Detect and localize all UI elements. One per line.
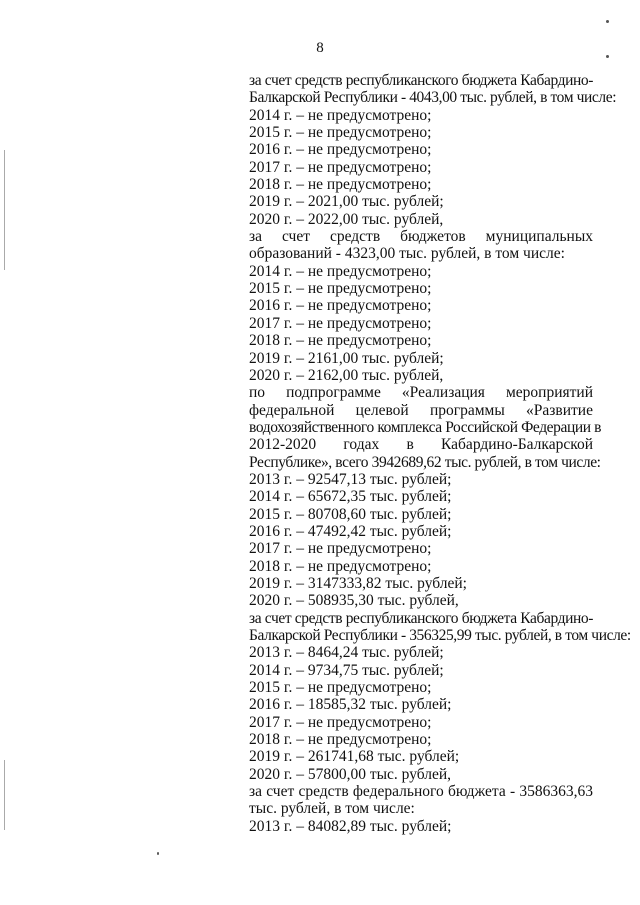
text-line: 2014 г. – 65672,35 тыс. рублей; <box>249 488 452 506</box>
text-line: Балкарской Республики - 4043,00 тыс. рублей, в том числе: <box>249 89 617 107</box>
text-line: 2018 г. – не предусмотрено; <box>249 176 432 194</box>
text-line: 2017 г. – не предусмотрено; <box>249 158 432 176</box>
text-line: 2016 г. – 47492,42 тыс. рублей; <box>249 522 452 540</box>
text-line: 2019 г. – 2161,00 тыс. рублей; <box>249 349 444 367</box>
text-line: 2015 г. – 80708,60 тыс. рублей; <box>249 505 452 523</box>
text-line: 2013 г. – 8464,24 тыс. рублей; <box>249 644 444 662</box>
text-line: 2018 г. – не предусмотрено; <box>249 557 432 575</box>
text-line: 2015 г. – не предусмотрено; <box>249 679 432 697</box>
text-column <box>249 72 631 835</box>
text-line: 2016 г. – 18585,32 тыс. рублей; <box>249 696 452 714</box>
scan-edge-mark <box>4 150 5 270</box>
scan-speck <box>606 20 609 23</box>
text-line: 2018 г. – не предусмотрено; <box>249 731 432 749</box>
text-line: 2014 г. – не предусмотрено; <box>249 106 432 124</box>
text-line: 2019 г. – 261741,68 тыс. рублей; <box>249 748 460 766</box>
text-line: 2014 г. – 9734,75 тыс. рублей; <box>249 661 444 679</box>
text-line: 2012-2020 годах в Кабардино-Балкарской <box>249 436 593 454</box>
text-line: 2020 г. – 2162,00 тыс. рублей, <box>249 366 444 384</box>
text-line: 2020 г. – 508935,30 тыс. рублей, <box>249 592 459 610</box>
text-line: Республике», всего 3942689,62 тыс. рублей, в том числе: <box>249 453 601 471</box>
text-line: 2020 г. – 57800,00 тыс. рублей, <box>249 765 452 783</box>
text-line: 2016 г. – не предусмотрено; <box>249 141 432 159</box>
scan-speck <box>157 852 159 855</box>
scan-edge-mark <box>4 760 5 830</box>
text-line: образований - 4323,00 тыс. рублей, в том числе: <box>249 245 565 263</box>
text-line: за счет средств федерального бюджета - 3586363,63 <box>249 783 593 801</box>
text-line: Балкарской Республики - 356325,99 тыс. рублей, в том числе: <box>249 627 631 644</box>
text-line: тыс. рублей, в том числе: <box>249 800 415 818</box>
page-number: 8 <box>316 40 324 56</box>
text-line: 2015 г. – не предусмотрено; <box>249 124 432 142</box>
text-line: федеральной целевой программы «Развитие <box>249 401 593 419</box>
text-line: за счет средств бюджетов муниципальных <box>249 228 593 246</box>
text-line: за счет средств республиканского бюджета Кабардино- <box>249 609 593 627</box>
scan-speck <box>606 55 609 58</box>
text-line: 2015 г. – не предусмотрено; <box>249 280 432 298</box>
text-line: 2017 г. – не предусмотрено; <box>249 314 432 332</box>
text-line: 2014 г. – не предусмотрено; <box>249 262 432 280</box>
text-line: 2019 г. – 3147333,82 тыс. рублей; <box>249 574 467 592</box>
text-line: 2017 г. – не предусмотрено; <box>249 540 432 558</box>
text-line: водохозяйственного комплекса Российской Федерации в <box>249 418 602 436</box>
text-line: 2018 г. – не предусмотрено; <box>249 332 432 350</box>
text-line: за счет средств республиканского бюджета Кабардино- <box>249 72 593 89</box>
text-line: 2017 г. – не предусмотрено; <box>249 713 432 731</box>
text-line: 2013 г. – 92547,13 тыс. рублей; <box>249 470 452 488</box>
text-line: 2020 г. – 2022,00 тыс. рублей, <box>249 210 444 228</box>
text-line: 2016 г. – не предусмотрено; <box>249 297 432 315</box>
text-line: по подпрограмме «Реализация мероприятий <box>249 384 593 402</box>
text-line: 2013 г. – 84082,89 тыс. рублей; <box>249 817 452 835</box>
text-line: 2019 г. – 2021,00 тыс. рублей; <box>249 193 444 211</box>
